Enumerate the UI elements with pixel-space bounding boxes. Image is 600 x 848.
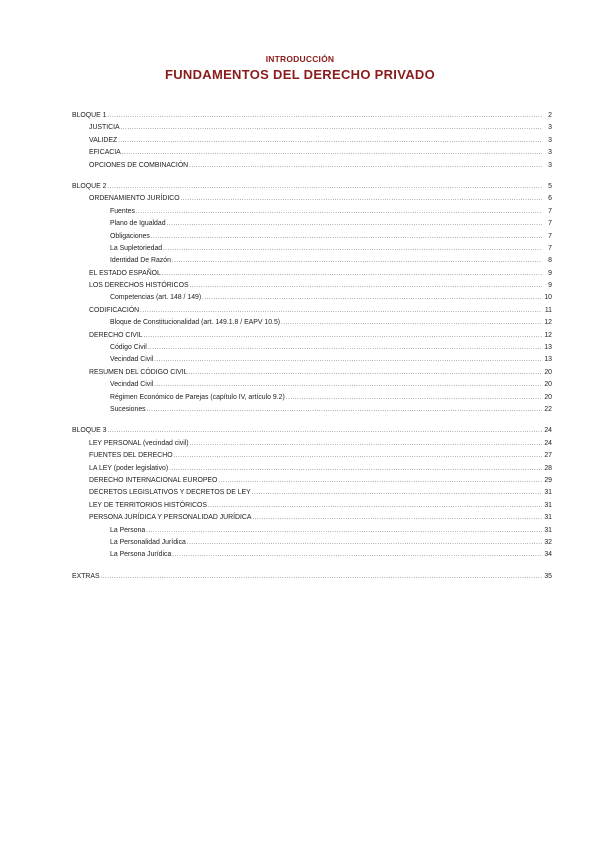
toc-entry-label: Bloque de Constitucionalidad (art. 149.1.8 / EAPV 10.5) bbox=[110, 319, 281, 327]
toc-entry[interactable] bbox=[72, 475, 552, 487]
toc-entry-label: JUSTICIA bbox=[89, 124, 120, 132]
toc-entry-label: Identidad De Razón bbox=[110, 257, 171, 265]
toc-entry-label: La Persona bbox=[110, 526, 146, 534]
toc-entry-label: Obligaciones bbox=[110, 232, 150, 240]
toc-entry[interactable] bbox=[72, 487, 552, 499]
toc-entry[interactable] bbox=[72, 512, 552, 524]
toc-entry[interactable] bbox=[72, 525, 552, 537]
dot-leader bbox=[121, 122, 542, 134]
dot-leader bbox=[281, 317, 542, 329]
toc-entry[interactable] bbox=[72, 571, 552, 583]
toc-entry[interactable] bbox=[72, 392, 552, 404]
toc-entry[interactable] bbox=[72, 218, 552, 230]
dot-leader bbox=[181, 193, 542, 205]
toc-entry-page-number: 3 bbox=[548, 124, 552, 132]
toc-entry-page-number: 34 bbox=[544, 551, 552, 559]
toc-entry[interactable] bbox=[72, 379, 552, 391]
toc-entry[interactable] bbox=[72, 537, 552, 549]
dot-leader bbox=[107, 425, 542, 437]
toc-entry-label: LOS DERECHOS HISTÓRICOS bbox=[89, 282, 189, 290]
toc-entry-label: RESUMEN DEL CÓDIGO CIVIL bbox=[89, 368, 188, 376]
toc-entry-label: LA LEY (poder legislativo) bbox=[89, 464, 169, 472]
dot-leader bbox=[151, 231, 542, 243]
toc-entry-label: Fuentes bbox=[110, 207, 135, 215]
toc-entry-page-number: 20 bbox=[544, 393, 552, 401]
toc-entry[interactable] bbox=[72, 193, 552, 205]
toc-entry-page-number: 3 bbox=[548, 149, 552, 157]
dot-leader bbox=[172, 255, 542, 267]
dot-leader bbox=[202, 292, 542, 304]
dot-leader bbox=[107, 181, 542, 193]
toc-entry-page-number: 28 bbox=[544, 464, 552, 472]
toc-entry-label: PERSONA JURÍDICA Y PERSONALIDAD JURÍDICA bbox=[89, 514, 252, 522]
section-kicker: INTRODUCCIÓN bbox=[265, 54, 335, 64]
dot-leader bbox=[140, 305, 542, 317]
dot-leader bbox=[252, 512, 542, 524]
dot-leader bbox=[146, 525, 542, 537]
dot-leader bbox=[169, 463, 542, 475]
toc-entry-label: FUENTES DEL DERECHO bbox=[89, 452, 173, 460]
toc-entry[interactable] bbox=[72, 160, 552, 172]
toc-entry-label: DERECHO INTERNACIONAL EUROPEO bbox=[89, 476, 218, 484]
dot-leader bbox=[147, 404, 542, 416]
dot-leader bbox=[218, 475, 542, 487]
toc-entry-label: La Supletoriedad bbox=[110, 244, 163, 252]
dot-leader bbox=[187, 537, 542, 549]
dot-leader bbox=[208, 500, 542, 512]
document-title: FUNDAMENTOS DEL DERECHO PRIVADO bbox=[164, 67, 436, 82]
toc-entry[interactable] bbox=[72, 463, 552, 475]
table-of-contents bbox=[72, 110, 552, 583]
toc-entry[interactable] bbox=[72, 317, 552, 329]
toc-entry-label: DECRETOS LEGISLATIVOS Y DECRETOS DE LEY bbox=[89, 489, 251, 497]
toc-entry-label: Competencias (art. 148 / 149) bbox=[110, 294, 202, 302]
toc-entry-page-number: 7 bbox=[548, 207, 552, 215]
toc-entry-page-number: 35 bbox=[544, 572, 552, 580]
toc-entry-label: La Persona Jurídica bbox=[110, 551, 172, 559]
toc-entry[interactable] bbox=[72, 330, 552, 342]
toc-entry-page-number: 22 bbox=[544, 405, 552, 413]
dot-leader bbox=[190, 438, 542, 450]
toc-entry-label: VALIDEZ bbox=[89, 136, 118, 144]
toc-entry-page-number: 3 bbox=[548, 136, 552, 144]
toc-entry-label: LEY PERSONAL (vecindad civil) bbox=[89, 439, 189, 447]
dot-leader bbox=[122, 147, 542, 159]
toc-entry-page-number: 10 bbox=[544, 294, 552, 302]
toc-entry-label: DERECHO CIVIL bbox=[89, 331, 143, 339]
toc-entry-page-number: 9 bbox=[548, 269, 552, 277]
toc-entry-label: BLOQUE 1 bbox=[72, 112, 107, 119]
toc-entry-page-number: 31 bbox=[544, 489, 552, 497]
toc-entry-label: La Personalidad Jurídica bbox=[110, 538, 186, 546]
toc-entry[interactable] bbox=[72, 292, 552, 304]
toc-entry[interactable] bbox=[72, 135, 552, 147]
toc-entry-label: Vecindad Civil bbox=[110, 381, 154, 389]
toc-entry-page-number: 27 bbox=[544, 452, 552, 460]
toc-entry[interactable] bbox=[72, 206, 552, 218]
dot-leader bbox=[286, 392, 542, 404]
toc-entry-page-number: 20 bbox=[544, 368, 552, 376]
toc-entry-page-number: 6 bbox=[548, 195, 552, 203]
toc-entry-label: OPCIONES DE COMBINACIÓN bbox=[89, 161, 189, 169]
toc-entry-page-number: 20 bbox=[544, 381, 552, 389]
toc-entry[interactable] bbox=[72, 305, 552, 317]
toc-entry[interactable] bbox=[72, 181, 552, 193]
toc-entry[interactable] bbox=[72, 122, 552, 134]
toc-entry[interactable] bbox=[72, 354, 552, 366]
dot-leader bbox=[174, 450, 542, 462]
toc-entry[interactable] bbox=[72, 231, 552, 243]
toc-entry-label: EFICACIA bbox=[89, 149, 121, 157]
toc-entry[interactable] bbox=[72, 549, 552, 561]
toc-entry-label: BLOQUE 3 bbox=[72, 427, 107, 435]
toc-entry-page-number: 5 bbox=[548, 182, 552, 190]
toc-entry-page-number: 32 bbox=[544, 538, 552, 546]
toc-entry-label: Código Civil bbox=[110, 344, 147, 352]
toc-entry-label: EL ESTADO ESPAÑOL bbox=[89, 269, 161, 277]
dot-leader bbox=[162, 268, 542, 280]
toc-entry[interactable] bbox=[72, 268, 552, 280]
dot-leader bbox=[189, 367, 542, 379]
toc-entry-page-number: 12 bbox=[544, 319, 552, 327]
dot-leader bbox=[148, 342, 542, 354]
toc-entry-label: CODIFICACIÓN bbox=[89, 306, 140, 314]
dot-leader bbox=[163, 243, 542, 255]
toc-entry[interactable] bbox=[72, 147, 552, 159]
toc-entry-label: Régimen Económico de Parejas (capítulo IV, artículo 9.2) bbox=[110, 393, 285, 401]
toc-entry-page-number: 7 bbox=[548, 220, 552, 228]
toc-entry-page-number: 9 bbox=[548, 282, 552, 290]
toc-entry-label: LEY DE TERRITORIOS HISTÓRICOS bbox=[89, 501, 207, 509]
toc-entry-page-number: 3 bbox=[548, 161, 552, 169]
toc-entry-page-number: 31 bbox=[544, 526, 552, 534]
dot-leader bbox=[190, 280, 542, 292]
toc-entry[interactable] bbox=[72, 255, 552, 267]
toc-entry-page-number: 12 bbox=[544, 331, 552, 339]
toc-entry-label: EXTRAS bbox=[72, 572, 100, 580]
dot-leader bbox=[118, 135, 542, 147]
toc-entry[interactable] bbox=[72, 500, 552, 512]
dot-leader bbox=[107, 110, 542, 122]
toc-entry-label: Vecindad Civil bbox=[110, 356, 154, 364]
dot-leader bbox=[154, 379, 542, 391]
toc-entry-page-number: 24 bbox=[544, 427, 552, 435]
toc-entry[interactable] bbox=[72, 243, 552, 255]
dot-leader bbox=[252, 487, 542, 499]
dot-leader bbox=[167, 218, 542, 230]
toc-entry-label: Sucesiones bbox=[110, 405, 146, 413]
toc-entry[interactable] bbox=[72, 367, 552, 379]
toc-entry-page-number: 7 bbox=[548, 244, 552, 252]
dot-leader bbox=[101, 571, 542, 583]
toc-entry[interactable] bbox=[72, 438, 552, 450]
toc-entry-page-number: 31 bbox=[544, 501, 552, 509]
toc-entry[interactable] bbox=[72, 110, 552, 122]
dot-leader bbox=[189, 160, 542, 172]
toc-entry-page-number: 13 bbox=[544, 356, 552, 364]
toc-entry[interactable] bbox=[72, 280, 552, 292]
dot-leader bbox=[154, 354, 542, 366]
toc-entry[interactable] bbox=[72, 450, 552, 462]
toc-entry-label: ORDENAMIENTO JURÍDICO bbox=[89, 195, 180, 203]
toc-entry-page-number: 31 bbox=[544, 514, 552, 522]
toc-entry[interactable] bbox=[72, 404, 552, 416]
toc-entry-page-number: 8 bbox=[548, 257, 552, 265]
toc-entry-page-number: 29 bbox=[544, 476, 552, 484]
toc-entry-page-number: 24 bbox=[544, 439, 552, 447]
toc-entry-page-number: 7 bbox=[548, 232, 552, 240]
dot-leader bbox=[136, 206, 542, 218]
toc-entry-label: BLOQUE 2 bbox=[72, 182, 107, 190]
toc-entry-label: Plano de Igualdad bbox=[110, 220, 166, 228]
toc-entry-page-number: 13 bbox=[544, 344, 552, 352]
toc-entry-page-number: 11 bbox=[544, 306, 552, 314]
toc-entry[interactable] bbox=[72, 342, 552, 354]
toc-entry[interactable] bbox=[72, 425, 552, 437]
dot-leader bbox=[172, 549, 542, 561]
dot-leader bbox=[144, 330, 542, 342]
toc-entry-page-number: 2 bbox=[548, 112, 552, 119]
